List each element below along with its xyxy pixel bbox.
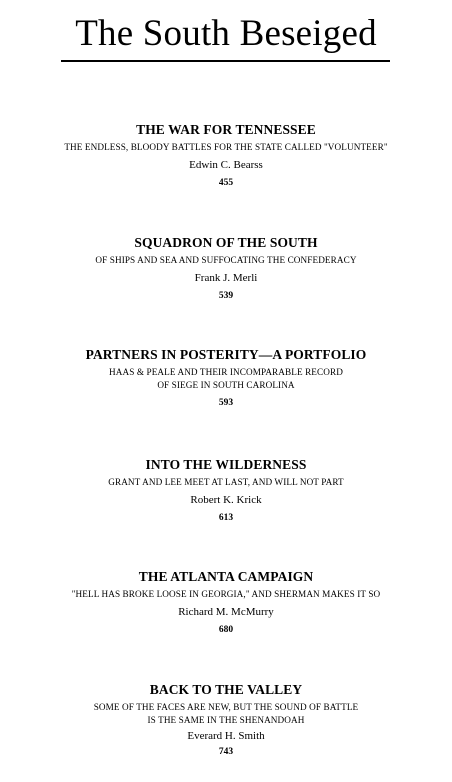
entry-title: BACK TO THE VALLEY (149, 682, 303, 697)
entry-page-number: 743 (218, 747, 234, 757)
entry-subtitle (0, 588, 452, 601)
entry-subtitle-line: SOME OF THE FACES ARE NEW, BUT THE SOUND OF BATTLE (93, 702, 359, 712)
toc-entry (0, 234, 452, 302)
entry-page-number: 593 (218, 398, 234, 408)
entry-author: Everard H. Smith (187, 730, 265, 742)
toc-entry (0, 346, 452, 409)
entry-subtitle-line: OF SIEGE IN SOUTH CAROLINA (157, 380, 295, 390)
entry-subtitle (0, 141, 452, 154)
entry-subtitle-line: OF SHIPS AND SEA AND SUFFOCATING THE CONFEDERACY (95, 255, 357, 265)
entry-title: THE ATLANTA CAMPAIGN (138, 569, 314, 584)
entry-subtitle-line: IS THE SAME IN THE SHENANDOAH (147, 715, 305, 725)
entry-title: THE WAR FOR TENNESSEE (136, 122, 316, 137)
entry-subtitle-line: "HELL HAS BROKE LOOSE IN GEORGIA," AND SHERMAN MAKES IT SO (71, 589, 381, 599)
toc-entry (0, 681, 452, 758)
page-title: The South Beseiged (75, 13, 377, 54)
entry-author: Frank J. Merli (194, 272, 258, 284)
entry-title: INTO THE WILDERNESS (145, 457, 307, 472)
title-rule (61, 60, 390, 62)
entry-subtitle (0, 366, 452, 392)
entry-title: PARTNERS IN POSTERITY—A PORTFOLIO (85, 347, 367, 362)
entry-page-number: 680 (218, 625, 234, 635)
toc-entry (0, 456, 452, 524)
toc-entry (0, 568, 452, 636)
entry-page-number: 613 (218, 513, 234, 523)
entry-subtitle-line: HAAS & PEALE AND THEIR INCOMPARABLE RECORD (109, 367, 343, 377)
entry-subtitle-line: THE ENDLESS, BLOODY BATTLES FOR THE STATE CALLED "VOLUNTEER" (64, 142, 388, 152)
entry-page-number: 455 (218, 178, 234, 188)
entry-author: Robert K. Krick (190, 494, 262, 506)
entry-subtitle (0, 701, 452, 727)
entry-subtitle (0, 476, 452, 489)
entry-page-number: 539 (218, 291, 234, 301)
entry-subtitle (0, 254, 452, 267)
entry-author: Richard M. McMurry (178, 606, 274, 618)
entry-title: SQUADRON OF THE SOUTH (134, 235, 318, 250)
entry-author: Edwin C. Bearss (189, 159, 263, 171)
toc-entry (0, 121, 452, 189)
entry-subtitle-line: GRANT AND LEE MEET AT LAST, AND WILL NOT PART (108, 477, 344, 487)
